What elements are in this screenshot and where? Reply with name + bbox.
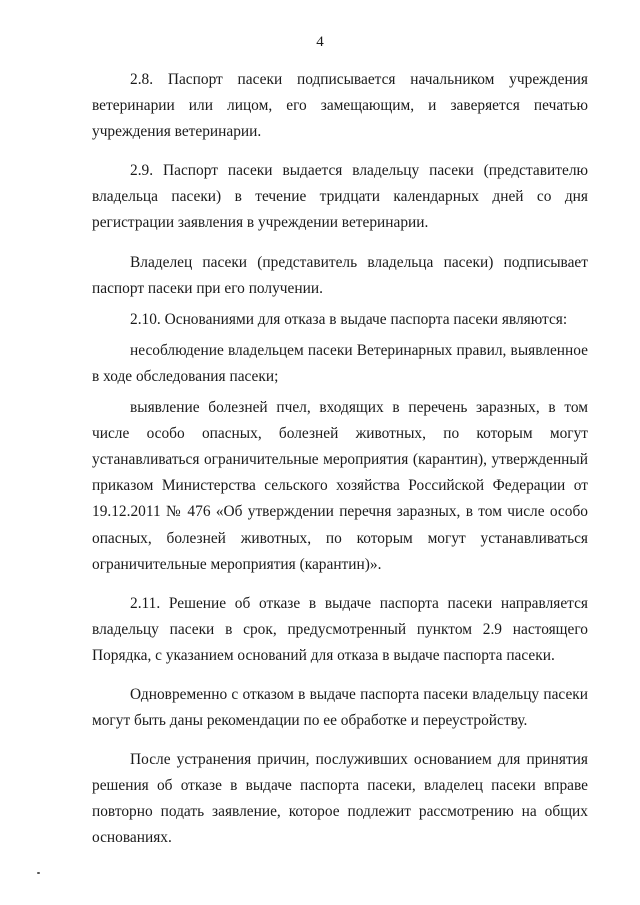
page-number: 4 <box>316 34 324 50</box>
paragraph-reapply: После устранения причин, послуживших основанием для принятия решения об отказе в выдаче паспорта пасеки, владелец пасеки вправе повторно подать заявление, которое подлежит рассмотрению на общих основаниях. <box>92 751 588 847</box>
paragraph-2-8: 2.8. Паспорт пасеки подписывается начальником учреждения ветеринарии или лицом, его замещающим, и заверяется печатью учреждения ветеринарии. <box>92 71 588 141</box>
paragraph-2-11: 2.11. Решение об отказе в выдаче паспорта пасеки направляется владельцу пасеки в срок, предусмотренный пунктом 2.9 настоящего Порядка, с указанием оснований для отказа в выдаче паспорта пасеки. <box>92 594 588 664</box>
paragraph-2-10: 2.10. Основаниями для отказа в выдаче паспорта пасеки являются: <box>130 310 568 328</box>
document-body <box>92 67 588 852</box>
paragraph-recommendations: Одновременно с отказом в выдаче паспорта пасеки владельцу пасеки могут быть даны рекомендации по ее обработке и переустройству. <box>92 685 588 730</box>
paragraph-disease-detection: выявление болезней пчел, входящих в перечень заразных, в том числе особо опасных, болезней животных, по которым могут устанавливаться ограничительные мероприятия (карантин), утвержденный приказом Министерства сельского хозяйства Российской Федерации от 19.12.2011 № 476 «Об утверждении перечня заразных, в том числе особо опасных, болезней животных, по которым могут устанавливаться ограничительные мероприятия (карантин)». <box>92 399 588 573</box>
scan-speck <box>37 872 40 874</box>
paragraph-owner-signs: Владелец пасеки (представитель владельца пасеки) подписывает паспорт пасеки при его получении. <box>92 253 588 297</box>
paragraph-2-9: 2.9. Паспорт пасеки выдается владельцу пасеки (представителю владельца пасеки) в течение тридцати календарных дней со дня регистрации заявления в учреждении ветеринарии. <box>92 162 588 232</box>
paragraph-noncompliance: несоблюдение владельцем пасеки Ветеринарных правил, выявленное в ходе обследования пасеки; <box>92 341 588 385</box>
